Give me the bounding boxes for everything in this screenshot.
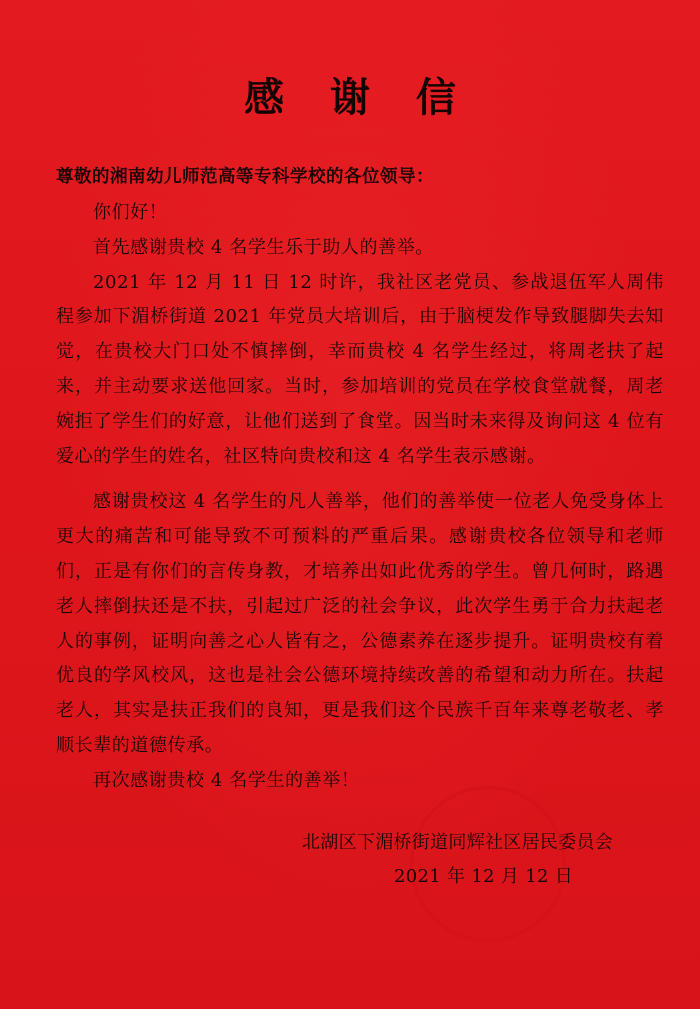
- letter-body: [56, 196, 664, 799]
- signature-date: 2021 年 12 月 12 日: [394, 866, 574, 887]
- greeting-paragraph: 你们好！: [93, 202, 168, 223]
- appreciation-paragraph: 感谢贵校这 4 名学生的凡人善举，他们的善举使一位老人免受身体上更大的痛苦和可能导致不可预料的严重后果。感谢贵校各位领导和老师们，正是有你们的言传身教，才培养出如此优秀的学生。曾几何时，路遇老人摔倒扶还是不扶，引起过广泛的社会争议，此次学生勇于合力扶起老人的事例，证明向善之心人皆有之，公德素养在逐步提升。证明贵校有着优良的学风校风，这也是社会公德环境持续改善的希望和动力所在。扶起老人，其实是扶正我们的良知，更是我们这个民族千百年来尊老敬老、孝顺长辈的道德传承。: [56, 491, 664, 756]
- letter-title: 感 谢 信: [244, 75, 472, 121]
- salutation: 尊敬的湘南幼儿师范高等专科学校的各位领导：: [56, 167, 434, 187]
- incident-paragraph: 2021 年 12 月 11 日 12 时许，我社区老党员、参战退伍军人周伟程参加下湄桥街道 2021 年党员大培训后，由于脑梗发作导致腿脚失去知觉，在贵校大门口处不慎摔倒，幸而贵校 4 名学生经过，将周老扶了起来，并主动要求送他回家。当时，参加培训的党员在学校食堂就餐，周老婉拒了学生们的好意，让他们送到了食堂。因当时未来得及询问这 4 位有爱心的学生的姓名，社区特向贵校和这 4 名学生表示感谢。: [56, 271, 664, 467]
- closing-paragraph: 再次感谢贵校 4 名学生的善举！: [93, 769, 360, 791]
- signature-organization: 北湖区下湄桥街道同辉社区居民委员会: [302, 832, 614, 853]
- thanks-intro-paragraph: 首先感谢贵校 4 名学生乐于助人的善举。: [93, 236, 434, 258]
